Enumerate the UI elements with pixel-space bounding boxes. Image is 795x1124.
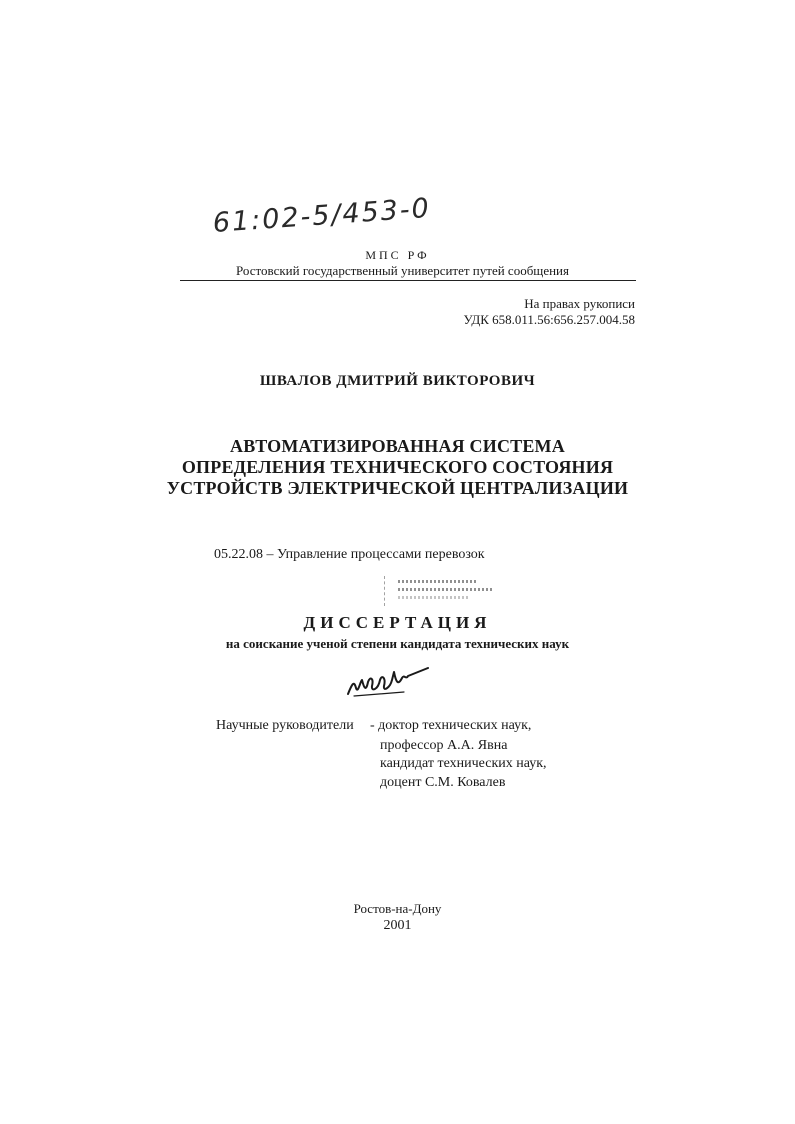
author-name: ШВАЛОВ ДМИТРИЙ ВИКТОРОВИЧ <box>259 373 536 389</box>
ministry-label: МПС РФ <box>365 248 430 262</box>
header-divider <box>180 280 636 281</box>
supervisor-line: доцент С.М. Ковалев <box>380 775 506 790</box>
title-line: ОПРЕДЕЛЕНИЯ ТЕХНИЧЕСКОГО СОСТОЯНИЯ <box>181 457 614 477</box>
archive-code: 61:02-5/453-0 <box>211 192 432 239</box>
title-line: УСТРОЙСТВ ЭЛЕКТРИЧЕСКОЙ ЦЕНТРАЛИЗАЦИИ <box>166 478 629 498</box>
supervisor-line: кандидат технических наук, <box>380 756 547 771</box>
library-stamp <box>384 576 496 612</box>
year: 2001 <box>383 918 412 933</box>
university-name: Ростовский государственный университет путей сообщения <box>236 263 569 278</box>
supervisor-line: профессор А.А. Явна <box>380 738 508 753</box>
udc-code: УДК 658.011.56:656.257.004.58 <box>463 312 635 327</box>
supervisor-line: - доктор технических наук, <box>370 718 532 733</box>
city: Ростов-на-Дону <box>353 901 442 916</box>
document-type: ДИССЕРТАЦИЯ <box>303 613 492 632</box>
signature <box>344 662 430 700</box>
supervisors-label: Научные руководители <box>216 718 354 733</box>
rights-notice: На правах рукописи <box>524 296 635 311</box>
specialty-code: 05.22.08 – Управление процессами перевозок <box>214 547 485 562</box>
dissertation-title <box>0 436 795 499</box>
title-line: АВТОМАТИЗИРОВАННАЯ СИСТЕМА <box>230 436 565 456</box>
degree-line: на соискание ученой степени кандидата технических наук <box>225 636 570 651</box>
